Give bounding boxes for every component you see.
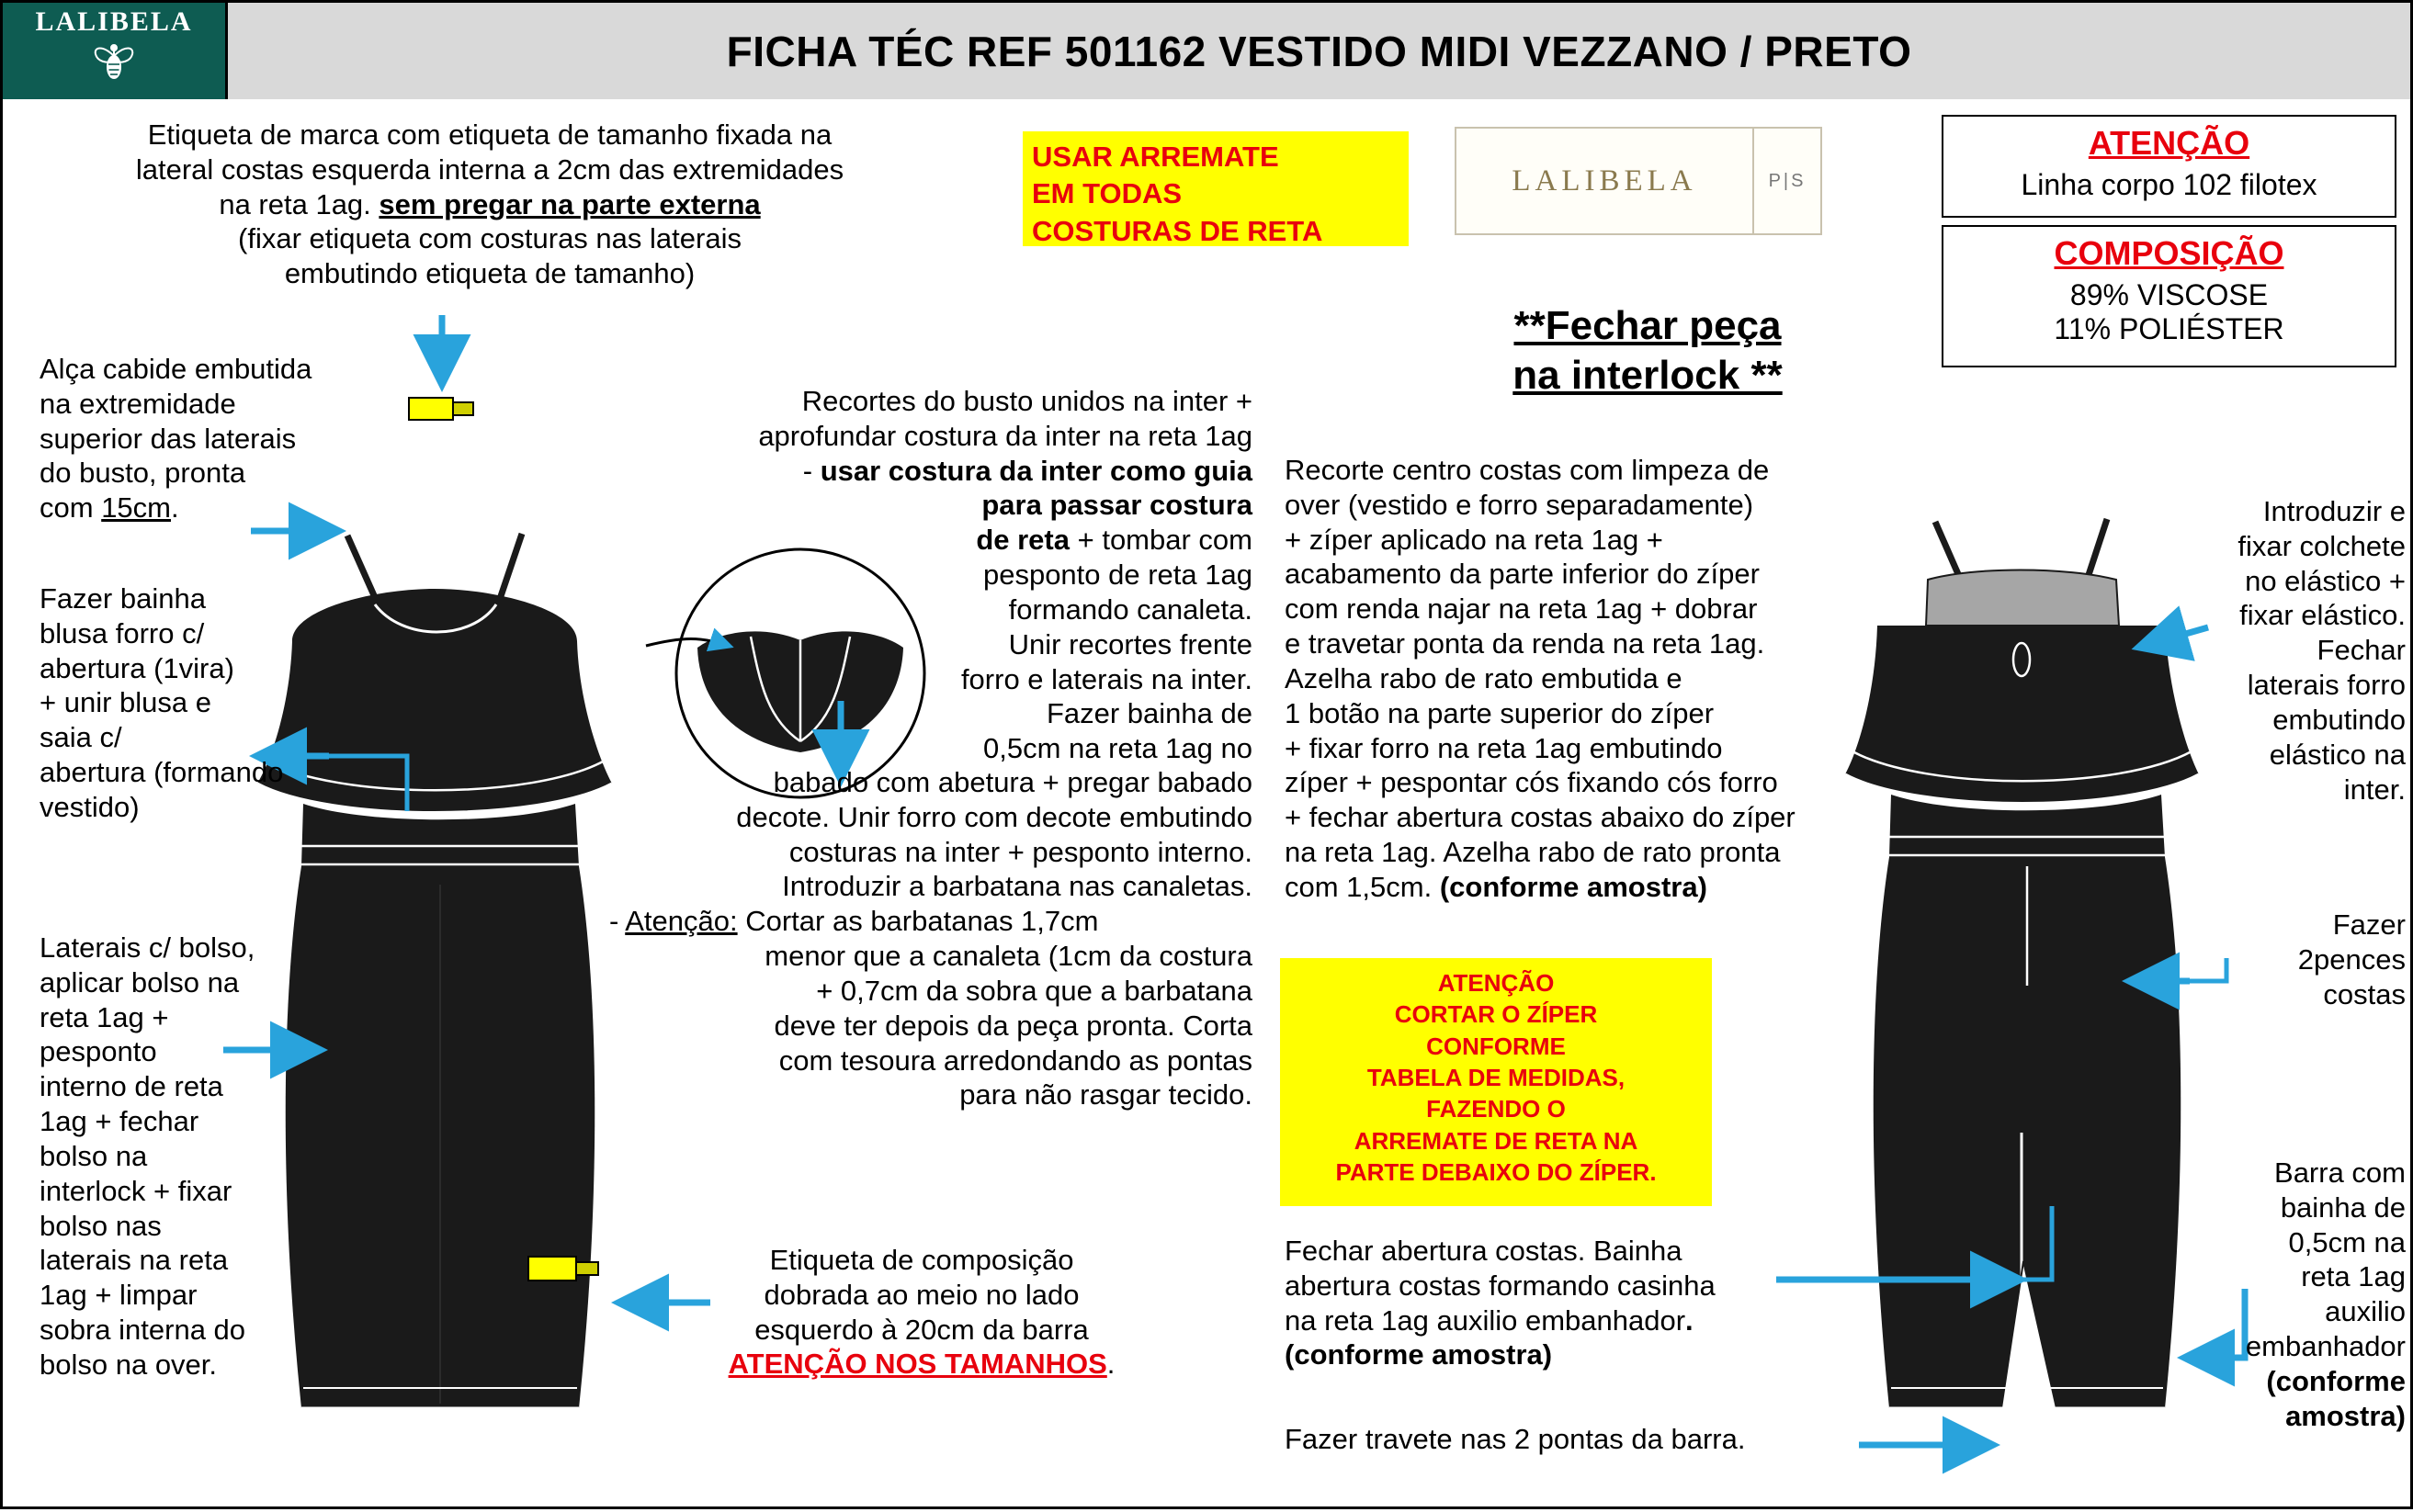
- travete-note: Fazer travete nas 2 pontas da barra.: [1285, 1423, 1746, 1455]
- composition-label-icon: [527, 1247, 606, 1292]
- back-darts-note: Fazer 2pences costas: [2297, 908, 2406, 1010]
- bust-construction-note: Recortes do busto unidos na inter + aprofundar costura da inter na reta 1ag - usar costura da inter como guia para passar costura de reta + tombar com pesponto de reta 1ag formando canaleta. Unir recortes frente forro e laterais na inter. Fazer bainha de 0,5cm na reta 1ag no: [758, 385, 1252, 765]
- hem-barra-note: Barra com bainha de 0,5cm na reta 1ag auxilio embanhador (conforme amostra): [2245, 1157, 2406, 1432]
- attention-thread-box: ATENÇÃO Linha corpo 102 filotex: [1942, 115, 2396, 218]
- side-pocket-note: Laterais c/ bolso, aplicar bolso na reta 1ag + pesponto interno de reta 1ag + fechar bolso na interlock + fixar bolso nas laterais na reta 1ag + limpar sobra interna do bolso na over.: [40, 931, 255, 1381]
- bust-construction-note-cont: babado com abetura + pregar babado decote. Unir forro com decote embutindo costuras na inter + pesponto interno. Introduzir a barbatana nas canaletas. - Atenção: Cortar as barbatanas 1,7cm menor que a canaleta (1cm da costura + 0,7cm da sobra que a barbatana deve ter depois da peça pronta. Corta com tesoura arredondando as pontas para não rasgar tecido.: [609, 766, 1252, 1111]
- composition-box: COMPOSIÇÃO 89% VISCOSE 11% POLIÉSTER: [1942, 225, 2396, 367]
- composition-label-note: Etiqueta de composição dobrada ao meio no lado esquerdo à 20cm da barra ATENÇÃO NOS TAMANHOS.: [728, 1244, 1116, 1381]
- brand-name: LALIBELA: [35, 6, 193, 37]
- no-outside-sewing-note: sem pregar na parte externa: [379, 187, 761, 220]
- page-title: FICHA TÉC REF 501162 VESTIDO MIDI VEZZANO / PRETO: [228, 3, 2410, 99]
- brand-label-note: Etiqueta de marca com etiqueta de tamanho fixada na lateral costas esquerda interna a 2cm das extremidades na reta 1ag. sem pregar na parte externa (fixar etiqueta com costuras nas laterais embutindo etiqueta de tamanho): [135, 118, 844, 290]
- arremate-warning: USAR ARREMATE EM TODAS COSTURAS DE RETA: [1023, 131, 1409, 246]
- back-opening-note: Fechar abertura costas. Bainha abertura costas formando casinha na reta 1ag auxilio embanhador. (conforme amostra): [1285, 1235, 1716, 1371]
- hanger-loop-icon: [407, 389, 481, 431]
- zipper-warning: ATENÇÃO CORTAR O ZÍPER CONFORME TABELA DE MEDIDAS, FAZENDO O ARREMATE DE RETA NA PARTE DEBAIXO DO ZÍPER.: [1280, 958, 1712, 1206]
- bee-icon: [90, 39, 138, 82]
- brand-size-label: [1455, 127, 1822, 235]
- header: [3, 3, 2410, 99]
- brand-logo: [3, 3, 228, 99]
- label-sizes: P|S: [1752, 129, 1820, 233]
- close-piece-note: **Fechar peça na interlock **: [1512, 303, 1783, 398]
- back-construction-note: Recorte centro costas com limpeza de over (vestido e forro separadamente) + zíper aplicado na reta 1ag + acabamento da parte inferior do zíper com renda najar na reta 1ag + dobrar e travetar ponta da renda na reta 1ag. Azelha rabo de rato embutida e 1 botão na parte superior do zíper + fixar forro na reta 1ag embutindo zíper + pespontar cós fixando cós forro + fechar abertura costas abaixo do zíper na reta 1ag. Azelha rabo de rato pronta com 1,5cm. (conforme amostra): [1285, 454, 1796, 903]
- lining-hem-note: Fazer bainha blusa forro c/ abertura (1vira) + unir blusa e saia c/ abertura (formando vestido): [40, 582, 284, 823]
- size-attention-note: ATENÇÃO NOS TAMANHOS: [728, 1348, 1107, 1381]
- clasp-elastic-note: Introduzir e fixar colchete no elástico + fixar elástico. Fechar laterais forro embutindo elástico na inter.: [2237, 495, 2406, 806]
- label-brand-name: LALIBELA: [1512, 164, 1697, 197]
- hanger-strap-note: Alça cabide embutida na extremidade superior das laterais do busto, pronta com 15cm.: [40, 353, 312, 525]
